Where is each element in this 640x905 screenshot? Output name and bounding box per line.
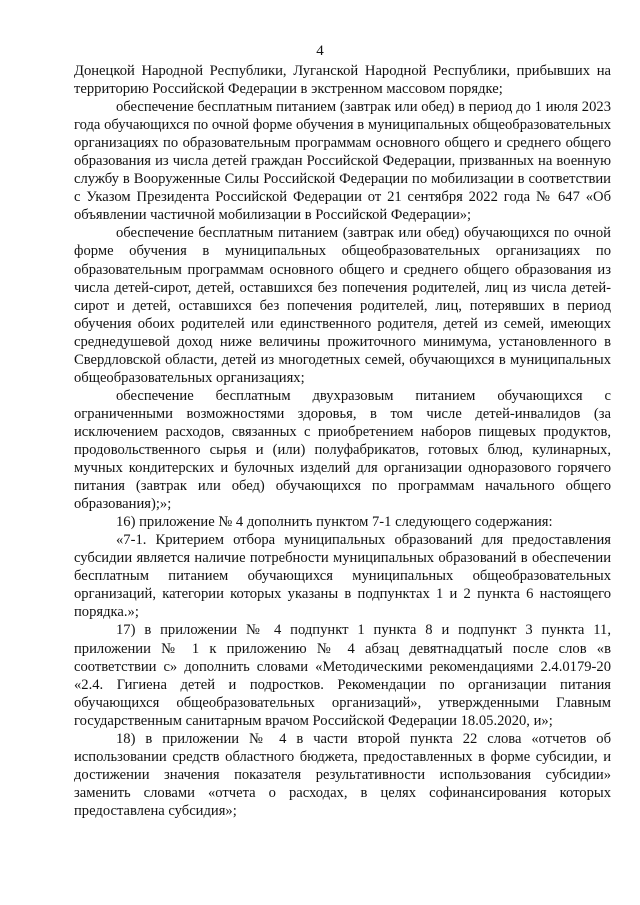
paragraph-orphans-low-income-meals: обеспечение бесплатным питанием (завтрак или обед) обучающихся по очной форме обучения в муниципальных общеобразовательных организациях по образовательным программам основного общего и среднего общего образования из числа детей-сирот, детей, оставшихся без попечения родителей, лиц из числа детей-сирот и детей, оставшихся без попечения родителей, лиц, потерявших в период обучения обоих родителей или единственного родителя, детей из семей, имеющих среднедушевой доход ниже величины прожиточного минимума, установленного в Свердловской области, детей из многодетных семей, обучающихся в муниципальных общеобразовательных организациях; — [74, 225, 611, 386]
paragraph-disabled-students-meals: обеспечение бесплатным двухразовым питанием обучающихся с ограниченными возможностями здоровья, в том числе детей-инвалидов (за исключением расходов, связанных с приобретением наборов пищевых продуктов, продовольственного сырья и (или) полуфабрикатов, готовых блюд, кулинарных, мучных кондитерских и булочных изделий для организации одноразового горячего питания (завтрак или обед) обучающихся по программам начального общего образования);»; — [74, 387, 611, 513]
paragraph-clause-7-1: «7-1. Критерием отбора муниципальных образований для предоставления субсидии является наличие потребности муниципальных образований в обеспечении бесплатным питанием обучающихся муниципальных общеобразовательных организаций, категории которых указаны в подпунктах 1 и 2 пункта 6 настоящего порядка.»; — [74, 532, 611, 621]
page-number: 4 — [316, 43, 324, 59]
document-body — [74, 62, 611, 820]
paragraph-mobilized-families-meals: обеспечение бесплатным питанием (завтрак или обед) в период до 1 июля 2023 года обучающихся по очной форме обучения в муниципальных общеобразовательных организациях по образовательным программам основного общего и среднего общего образования из числа детей граждан Российской Федерации, призванных на военную службу в Вооруженные Силы Российской Федерации по мобилизации в соответствии с Указом Президента Российской Федерации от 21 сентября 2022 года № 647 «Об объявлении частичной мобилизации в Российской Федерации»; — [74, 99, 611, 224]
paragraph-item-18: 18) в приложении № 4 в части второй пункта 22 слова «отчетов об использовании средств областного бюджета, предоставленных в форме субсидии, и достижении значения показателя результативности использования субсидии» заменить словами «отчета о расходах, в целях софинансирования которых предоставлена субсидия»; — [74, 730, 611, 819]
paragraph-continuation: Донецкой Народной Республики, Луганской Народной Республики, прибывших на территорию Российской Федерации в экстренном массовом порядке; — [74, 63, 611, 98]
paragraph-item-17: 17) в приложении № 4 подпункт 1 пункта 8 и подпункт 3 пункта 11, приложении № 1 к приложению № 4 абзац девятнадцатый после слов «в соответствии с» дополнить словами «Методическими рекомендациями 2.4.0179-20 «2.4. Гигиена детей и подростков. Рекомендации по организации питания обучающихся общеобразовательных организаций», утвержденными Главным государственным санитарным врачом Российской Федерации 18.05.2020, и»; — [74, 622, 611, 729]
paragraph-item-16: 16) приложение № 4 дополнить пунктом 7-1 следующего содержания: — [116, 514, 553, 531]
